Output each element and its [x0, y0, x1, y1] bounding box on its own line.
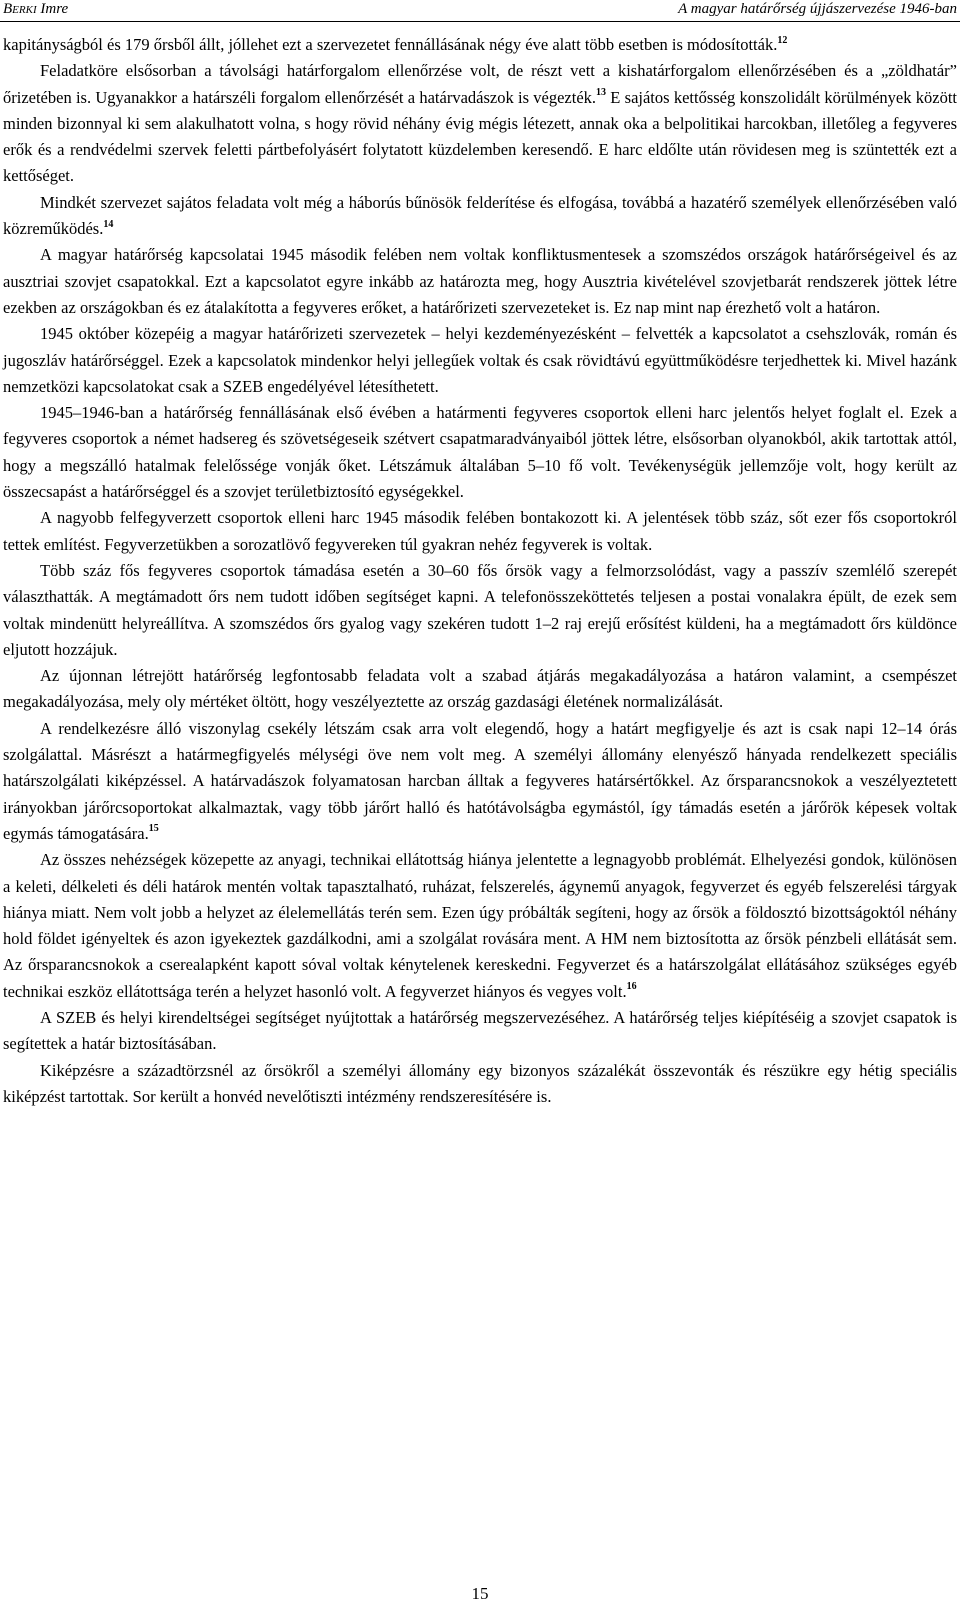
- paragraph-text: Az összes nehézségek közepette az anyagi, technikai ellátottság hiánya jelentette a legnagyobb problémát. Elhelyezési gondok, különösen a keleti, délkeleti és déli határok mentén voltak tapasztalható, ruházat, felszerelés, ágynemű anyagok, fegyverzet és egyéb felszerelési tárgyak hiánya miatt. Nem volt jobb a helyzet az élelemellátás terén sem. Ezen úgy próbálták segíteni, hogy az őrsök a földosztó bizottságoktól néhány hold földet igényeltek és azon igyekeztek gazdálkodni, ami a szolgálat rovására ment. A HM nem biztosította az őrsök pénzbeli ellátását sem. Az őrsparancsnokok a cserealapként kapott sóval voltak kénytelenek kereskedni. Fegyverzet és a határszolgálat ellátásához szükséges egyéb technikai eszköz ellátottsága terén a helyzet hasonló volt. A fegyverzet hiányos és vegyes volt.: [3, 850, 957, 1001]
- body-text: [3, 32, 957, 1110]
- header-author: [3, 1, 68, 18]
- paragraph: [3, 1058, 957, 1111]
- paragraph-text: kapitányságból és 179 őrsből állt, jóllehet ezt a szervezetet fennállásának négy éve alatt több esetben is módosították.: [3, 35, 778, 54]
- paragraph-text: A magyar határőrség kapcsolatai 1945 második felében nem voltak konfliktusmentesek a szomszédos országok határőrségeivel és az ausztriai szovjet csapatokkal. Ezt a kapcsolatot egyre inkább az határozta meg, hogy Ausztria kivételével szovjetbarát rendszerek jöttek létre ezekben az országokban és ez átalakította a fegyveres erőket, a határőrizeti szervezeteket is. Ez nap mint nap érezhető volt a határon.: [3, 245, 957, 317]
- paragraph-text: Az újonnan létrejött határőrség legfontosabb feladata volt a szabad átjárás megakadályozása a határon valamint, a csempészet megakadályozása, mely oly mértéket öltött, hogy veszélyeztette az ország gazdasági életének normalizálását.: [3, 666, 957, 712]
- footnote-ref[interactable]: 16: [626, 981, 637, 993]
- running-header: [0, 0, 960, 22]
- paragraph-text: Több száz fős fegyveres csoportok támadása esetén a 30–60 fős őrsök vagy a felmorzsolódást, vagy a passzív szemlélő szerepét választhatták. A megtámadott őrs nem tudott időben segítséget kapni. A telefonösszeköttetés teljesen a postai vonalakra épült, de ezek sem voltak mindenütt helyreállítva. A szomszédos őrs gyalog vagy szekéren tudott 1–2 raj erejű erősítést küldeni, ha a megtámadott őrs küldönce eljutott hozzájuk.: [3, 560, 957, 659]
- paragraph-text: A nagyobb felfegyverzett csoportok elleni harc 1945 második felében bontakozott ki. A jelentések több száz, sőt ezer fős csoportokról tettek említést. Fegyverzetükben a sorozatlövő fegyvereken túl gyakran nehéz fegyverek is voltak.: [3, 508, 957, 554]
- page-number: 15: [471, 1584, 489, 1603]
- header-rule: [0, 21, 960, 22]
- footnote-ref[interactable]: 14: [103, 218, 114, 230]
- paragraph: [3, 558, 957, 663]
- paragraph: [3, 663, 957, 716]
- paragraph: [3, 321, 957, 400]
- paragraph: [3, 58, 957, 189]
- author-given-name: Imre: [40, 1, 69, 17]
- paragraph-text: 1945–1946-ban a határőrség fennállásának első évében a határmenti fegyveres csoportok elleni harc jelentős helyet foglalt el. Ezek a fegyveres csoportok a német hadsereg és szövetségeseik szétvert csapatmaradványaiból jöttek létre, elsősorban olyanokból, akik tartottak attól, hogy a megszálló hatalmak felelőssége vonják őket. Létszámuk általában 5–10 fő volt. Tevékenységük jellemzője volt, hogy került az összecsapást a határőrséggel és a szovjet területbiztosító egységekkel.: [3, 403, 957, 502]
- author-initial: B: [3, 1, 13, 17]
- paragraph-text: Mindkét szervezet sajátos feladata volt még a háborús bűnösök felderítése és elfogása, továbbá a hazatérő személyek ellenőrzésében való közreműködés.: [3, 192, 957, 239]
- paragraph: [3, 1005, 957, 1058]
- paragraph: [3, 847, 957, 1005]
- paragraph: [3, 505, 957, 558]
- paragraph: [3, 242, 957, 321]
- footnote-ref[interactable]: 12: [777, 34, 788, 46]
- footnote-ref[interactable]: 15: [148, 823, 159, 835]
- paragraph-text: Feladatköre elsősorban a távolsági határforgalom ellenőrzése volt, de részt vett a kishatárforgalom ellenőrzésében és a „zöldhatár” őrizetében is. Ugyanakkor a határszéli forgalom ellenőrzését a határvadászok is végezték.: [3, 61, 957, 107]
- footnote-ref[interactable]: 13: [596, 87, 607, 99]
- paragraph: [3, 190, 957, 243]
- paragraph: [3, 400, 957, 505]
- header-title: A magyar határőrség újjászervezése 1946-ban: [678, 1, 957, 17]
- paragraph-text: Kiképzésre a századtörzsnél az őrsökről a személyi állomány egy bizonyos százalékát összevonták és részükre egy hétig speciális kiképzést tartottak. Sor került a honvéd nevelőtiszti intézmény rendszeresítésére is.: [3, 1060, 957, 1106]
- author-surname-rest: ERKI: [12, 4, 37, 16]
- paragraph-text: A SZEB és helyi kirendeltségei segítséget nyújtottak a határőrség megszervezéséhez. A határőrség teljes kiépítéséig a szovjet csapatok is segítettek a határ biztosításában.: [3, 1007, 957, 1054]
- paragraph-text: A rendelkezésre álló viszonylag csekély létszám csak arra volt elegendő, hogy a határt megfigyelje és azt is csak napi 12–14 órás szolgálattal. Másrészt a határmegfigyelés mélységi öve nem volt meg. A személyi állomány elenyésző hányada rendelkezett speciális határszolgálati kiképzéssel. A határvadászok folyamatosan harcban álltak a fegyveres határsértőkkel. Az őrsparancsnokok a veszélyeztetett irányokban járőrcsoportokat alkalmaztak, vagy több járőrt halló és hatótávolságba egymástól, így támadás esetén a járőrök képesek voltak egymás támogatására.: [3, 718, 957, 843]
- paragraph-text: 1945 október közepéig a magyar határőrizeti szervezetek – helyi kezdeményezésként – felvették a kapcsolatot a csehszlovák, román és jugoszláv határőrséggel. Ezek a kapcsolatok mindenkor helyi jellegűek voltak és csak rövidtávú együttműködésre terjedhettek ki. Mivel hazánk nemzetközi kapcsolatokat csak a SZEB engedélyével létesíthetett.: [3, 324, 957, 396]
- paragraph-text-tail: E sajátos kettősség konszolidált körülmények között minden bizonnyal ki sem alakulhatott volna, s hogy rövid néhány évig mégis létezett, annak oka a belpolitikai harcokban, illetőleg a fegyveres erők és a rendvédelmi szervek feletti pártbefolyásért folytatott küzdelemben keresendő. E harc eldőlte után rövidesen meg is szüntették ezt a kettőséget.: [3, 87, 957, 186]
- paragraph: [3, 716, 957, 847]
- paragraph: [3, 32, 957, 58]
